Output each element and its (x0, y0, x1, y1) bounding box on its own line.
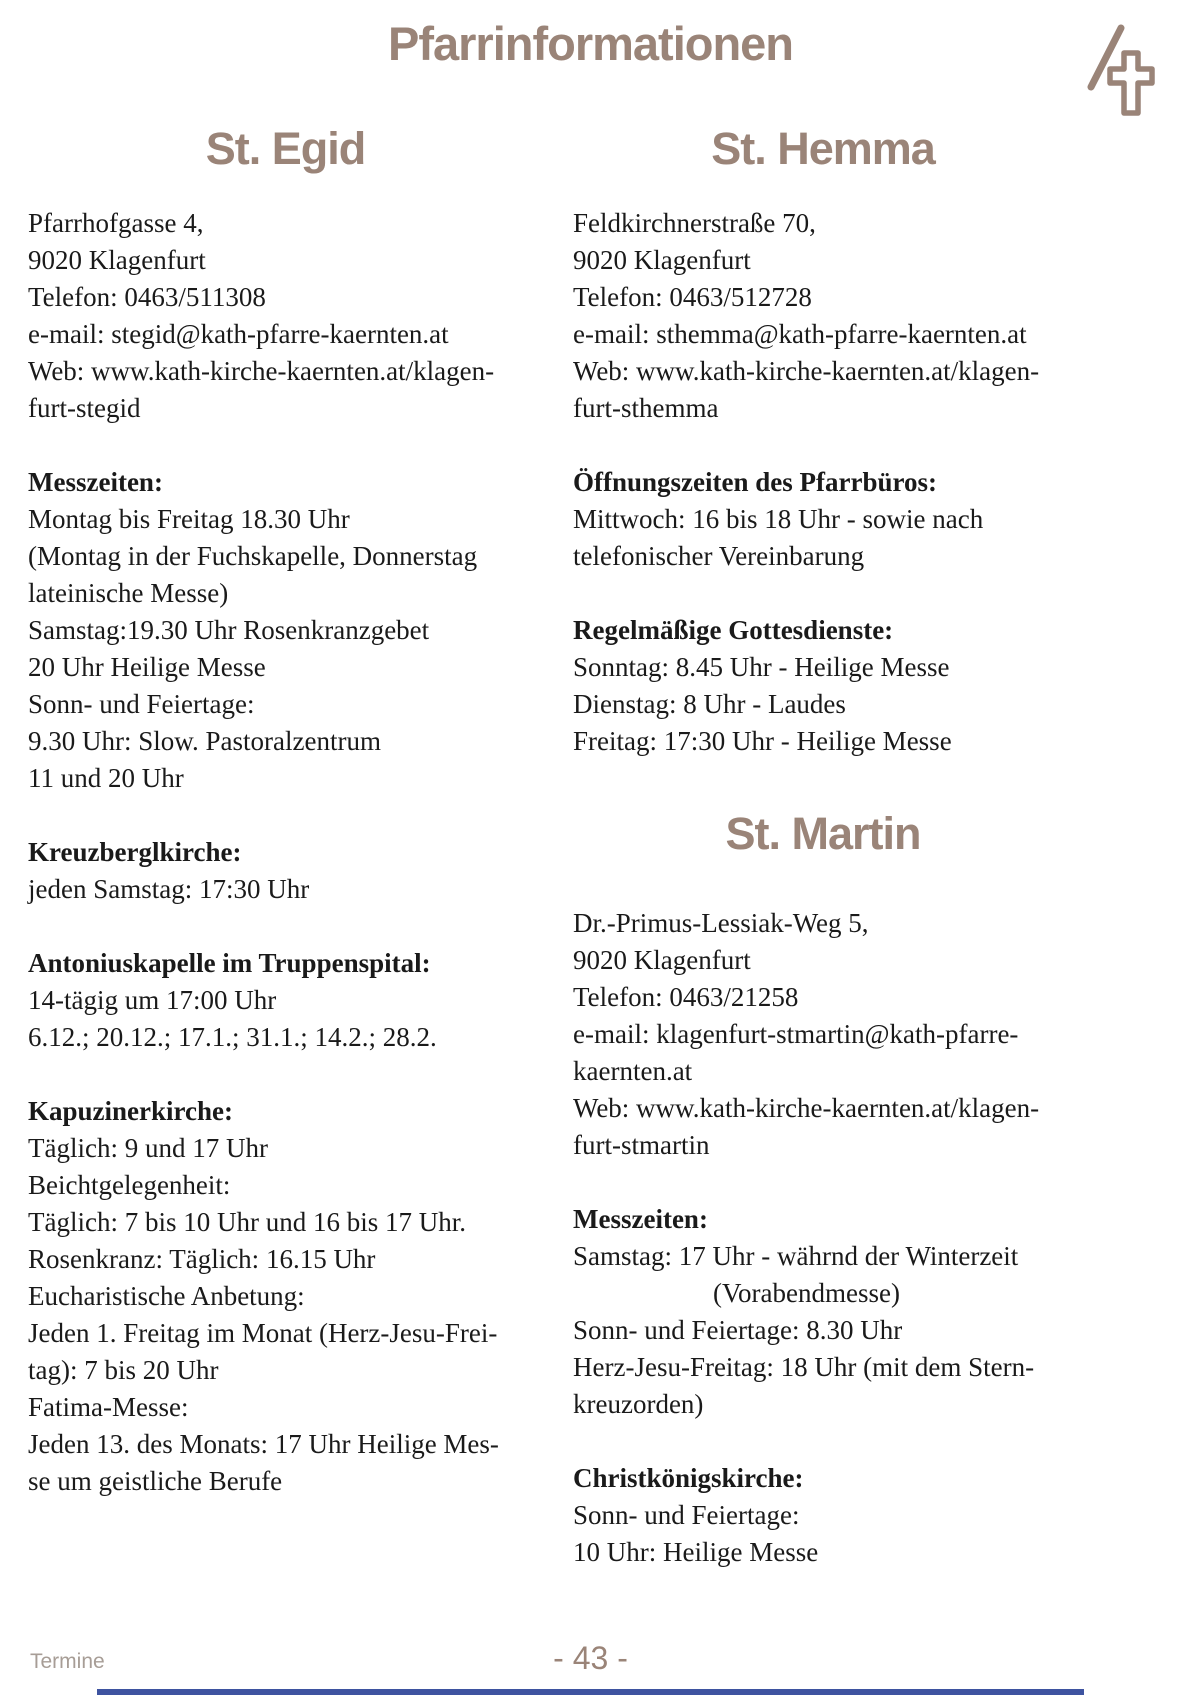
text-line: Mittwoch: 16 bis 18 Uhr - sowie nach (573, 504, 984, 534)
text-line: Sonn- und Feiertage: (28, 689, 255, 719)
text-line: Feldkirchnerstraße 70, (573, 208, 816, 238)
text-line: Telefon: 0463/511308 (28, 282, 266, 312)
text-block (573, 612, 1073, 760)
text-line: Sonntag: 8.45 Uhr - Heilige Messe (573, 652, 950, 682)
text-block (573, 1201, 1073, 1423)
text-line: Täglich: 7 bis 10 Uhr und 16 bis 17 Uhr. (28, 1207, 466, 1237)
text-line: 20 Uhr Heilige Messe (28, 652, 266, 682)
text-line: Sonn- und Feiertage: 8.30 Uhr (573, 1315, 903, 1345)
text-line: (Vorabendmesse) (713, 1278, 900, 1308)
subsection-label: Messzeiten: (573, 1204, 708, 1234)
subsection-label: Öffnungszeiten des Pfarrbüros: (573, 467, 937, 497)
text-block (573, 205, 1073, 427)
subsection-label: Messzeiten: (28, 467, 163, 497)
text-block (28, 1093, 543, 1500)
text-line: kreuzorden) (573, 1389, 704, 1419)
text-line: Täglich: 9 und 17 Uhr (28, 1133, 268, 1163)
text-line: kaernten.at (573, 1056, 693, 1086)
bottom-blue-bar (97, 1689, 1084, 1695)
parish-heading-st-hemma: St. Hemma (711, 123, 935, 174)
text-line: e-mail: sthemma@kath-pfarre-kaernten.at (573, 319, 1027, 349)
text-line: Web: www.kath-kirche-kaernten.at/klagen- (28, 356, 495, 386)
parish-heading-st-egid: St. Egid (205, 123, 366, 174)
text-line: furt-stmartin (573, 1130, 710, 1160)
text-line: Telefon: 0463/512728 (573, 282, 812, 312)
text-line: Herz-Jesu-Freitag: 18 Uhr (mit dem Stern- (573, 1352, 1035, 1382)
text-block (573, 905, 1073, 1164)
text-line: Dr.-Primus-Lessiak-Weg 5, (573, 908, 869, 938)
subsection-label: Christkönigskirche: (573, 1463, 804, 1493)
text-line: 10 Uhr: Heilige Messe (573, 1537, 819, 1567)
text-line: Jeden 1. Freitag im Monat (Herz-Jesu-Frei- (28, 1318, 498, 1348)
text-line: Dienstag: 8 Uhr - Laudes (573, 689, 846, 719)
text-line: jeden Samstag: 17:30 Uhr (28, 874, 310, 904)
text-line: Beichtgelegenheit: (28, 1170, 231, 1200)
text-line: Samstag: 17 Uhr - währnd der Winterzeit (573, 1241, 1019, 1271)
text-line: furt-sthemma (573, 393, 719, 423)
text-block (573, 464, 1073, 575)
text-line: Eucharistische Anbetung: (28, 1281, 305, 1311)
text-block (28, 205, 543, 427)
text-line: Telefon: 0463/21258 (573, 982, 799, 1012)
text-line: lateinische Messe) (28, 578, 229, 608)
text-line: Samstag:19.30 Uhr Rosenkranzgebet (28, 615, 430, 645)
parish-heading-st-martin: St. Martin (725, 808, 921, 859)
cross-4-logo-icon (1085, 24, 1155, 119)
text-line: Pfarrhofgasse 4, (28, 208, 204, 238)
text-line: 9020 Klagenfurt (573, 245, 751, 275)
text-line: Freitag: 17:30 Uhr - Heilige Messe (573, 726, 952, 756)
column-st-egid (28, 71, 543, 1608)
text-line: e-mail: klagenfurt-stmartin@kath-pfarre- (573, 1019, 1019, 1049)
text-line: 9020 Klagenfurt (573, 945, 751, 975)
text-line: furt-stegid (28, 393, 141, 423)
text-line: telefonischer Vereinbarung (573, 541, 865, 571)
subsection-label: Antoniuskapelle im Truppenspital: (28, 948, 431, 978)
text-block (28, 834, 543, 908)
text-line: 11 und 20 Uhr (28, 763, 184, 793)
page-number: - 43 - (553, 1640, 628, 1676)
text-line: Sonn- und Feiertage: (573, 1500, 800, 1530)
text-block (28, 464, 543, 797)
text-line: Rosenkranz: Täglich: 16.15 Uhr (28, 1244, 376, 1274)
text-line: se um geistliche Berufe (28, 1466, 283, 1496)
text-block (28, 945, 543, 1056)
page-title: Pfarrinformationen (387, 17, 794, 70)
text-block (573, 1460, 1073, 1571)
text-line: Web: www.kath-kirche-kaernten.at/klagen- (573, 1093, 1040, 1123)
text-line: 14-tägig um 17:00 Uhr (28, 985, 277, 1015)
subsection-label: Kreuzberglkirche: (28, 837, 242, 867)
text-line: Jeden 13. des Monats: 17 Uhr Heilige Mes- (28, 1429, 499, 1459)
text-line: 9.30 Uhr: Slow. Pastoralzentrum (28, 726, 381, 756)
subsection-label: Regelmäßige Gottesdienste: (573, 615, 894, 645)
column-st-hemma-st-martin (573, 71, 1073, 1608)
text-line: tag): 7 bis 20 Uhr (28, 1355, 219, 1385)
text-line: Montag bis Freitag 18.30 Uhr (28, 504, 350, 534)
text-line: e-mail: stegid@kath-pfarre-kaernten.at (28, 319, 449, 349)
text-line: Fatima-Messe: (28, 1392, 189, 1422)
subsection-label: Kapuzinerkirche: (28, 1096, 233, 1126)
text-line: Web: www.kath-kirche-kaernten.at/klagen- (573, 356, 1040, 386)
text-line: (Montag in der Fuchskapelle, Donnerstag (28, 541, 478, 571)
text-line: 6.12.; 20.12.; 17.1.; 31.1.; 14.2.; 28.2. (28, 1022, 437, 1052)
text-line: 9020 Klagenfurt (28, 245, 206, 275)
content-columns (0, 71, 1181, 1608)
footer-section-label: Termine (30, 1650, 105, 1673)
